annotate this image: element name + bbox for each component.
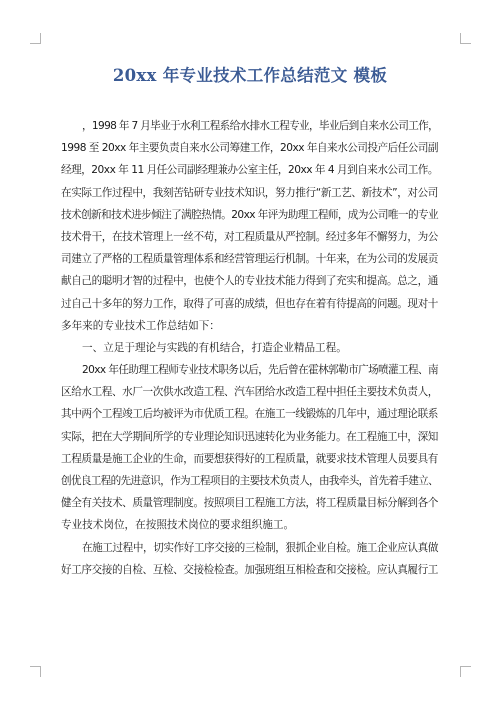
text-line: 专业技术岗位，在按照技术岗位的要求组织施工。 — [61, 519, 295, 532]
text-line: 区给水工程、水厂一次供水改造工程、汽车团给水改造工程中担任主要技术负责人， — [61, 386, 438, 399]
text-line: 技术创新和技术进步倾注了满腔热情。20xx 年评为助理工程师，成为公司唯一的专业 — [61, 208, 438, 221]
text-line: 好工序交接的自检、互检、交接检检查。加强班组互相检查和交接检。应认真履行工 — [61, 563, 438, 576]
text-line: 创优良工程的先进意识，作为工程项目的主要技术负责人，由我牵头，首先着手建立、 — [61, 475, 438, 487]
paragraph-intro — [61, 115, 438, 337]
text-line: 献自己的聪明才智的过程中，也使个人的专业技术能力得到了充实和提高。总之，通 — [61, 275, 438, 288]
corner-mark-bottom-right — [460, 666, 471, 677]
text-line: 实际，把在大学期间所学的专业理论知识迅速转化为业务能力。在工程施工中，深知 — [61, 430, 438, 443]
corner-mark-bottom-left — [30, 666, 41, 677]
text-line: 技术骨干，在技术管理上一丝不苟，对工程质量从严控制。经过多年不懈努力，为公 — [61, 230, 438, 243]
paragraph-section-1 — [61, 359, 438, 537]
corner-mark-top-left — [30, 33, 41, 44]
text-line: 其中两个工程竣工后均被评为市优质工程。在施工一线锻炼的几年中，通过理论联系 — [61, 408, 438, 421]
document-body — [61, 115, 438, 581]
paragraph-construction — [61, 537, 438, 581]
text-line: 一、立足于理论与实践的有机结合，打造企业精品工程。 — [82, 341, 347, 354]
text-line: 健全有关技术、质量管理制度。按照项目工程施工方法，将工程质量目标分解到各个 — [61, 497, 438, 510]
section-heading-1 — [61, 337, 438, 359]
text-line: 在施工过程中，切实作好工序交接的三检制，狠抓企业自检。施工企业应认真做 — [82, 541, 438, 554]
document-title: 20xx 年专业技术工作总结范文 模板 — [112, 66, 388, 85]
text-line: 工程质量是施工企业的生命，而要想获得好的工程质量，就要求技术管理人员要具有 — [61, 452, 438, 465]
text-line: 司建立了严格的工程质量管理体系和经营管理运行机制。十年来，在为公司的发展贡 — [61, 253, 438, 266]
text-line: 在实际工作过程中，我刻苦钻研专业技术知识，努力推行“新工艺、新技术”，对公司 — [61, 186, 438, 199]
text-line: 多年来的专业技术工作总结如下： — [61, 319, 220, 332]
text-line: 过自己十多年的努力工作，取得了可喜的成绩，但也存在着有待提高的问题。现对十 — [61, 297, 438, 310]
text-line: ，1998 年 7 月毕业于水利工程系给水排水工程专业，毕业后到自来水公司工作， — [82, 120, 438, 132]
text-line: 经理，20xx 年 11 月任公司副经理兼办公室主任，20xx 年 4 月到自来水公司工作。 — [61, 164, 438, 177]
text-line: 20xx 年任助理工程师专业技术职务以后，先后曾在霍林郭勒市广场喷灌工程、南 — [82, 364, 438, 377]
corner-mark-top-right — [460, 33, 471, 44]
text-line: 1998 至 20xx 年主要负责自来水公司筹建工作，20xx 年自来水公司投产后任公司副 — [61, 142, 438, 155]
